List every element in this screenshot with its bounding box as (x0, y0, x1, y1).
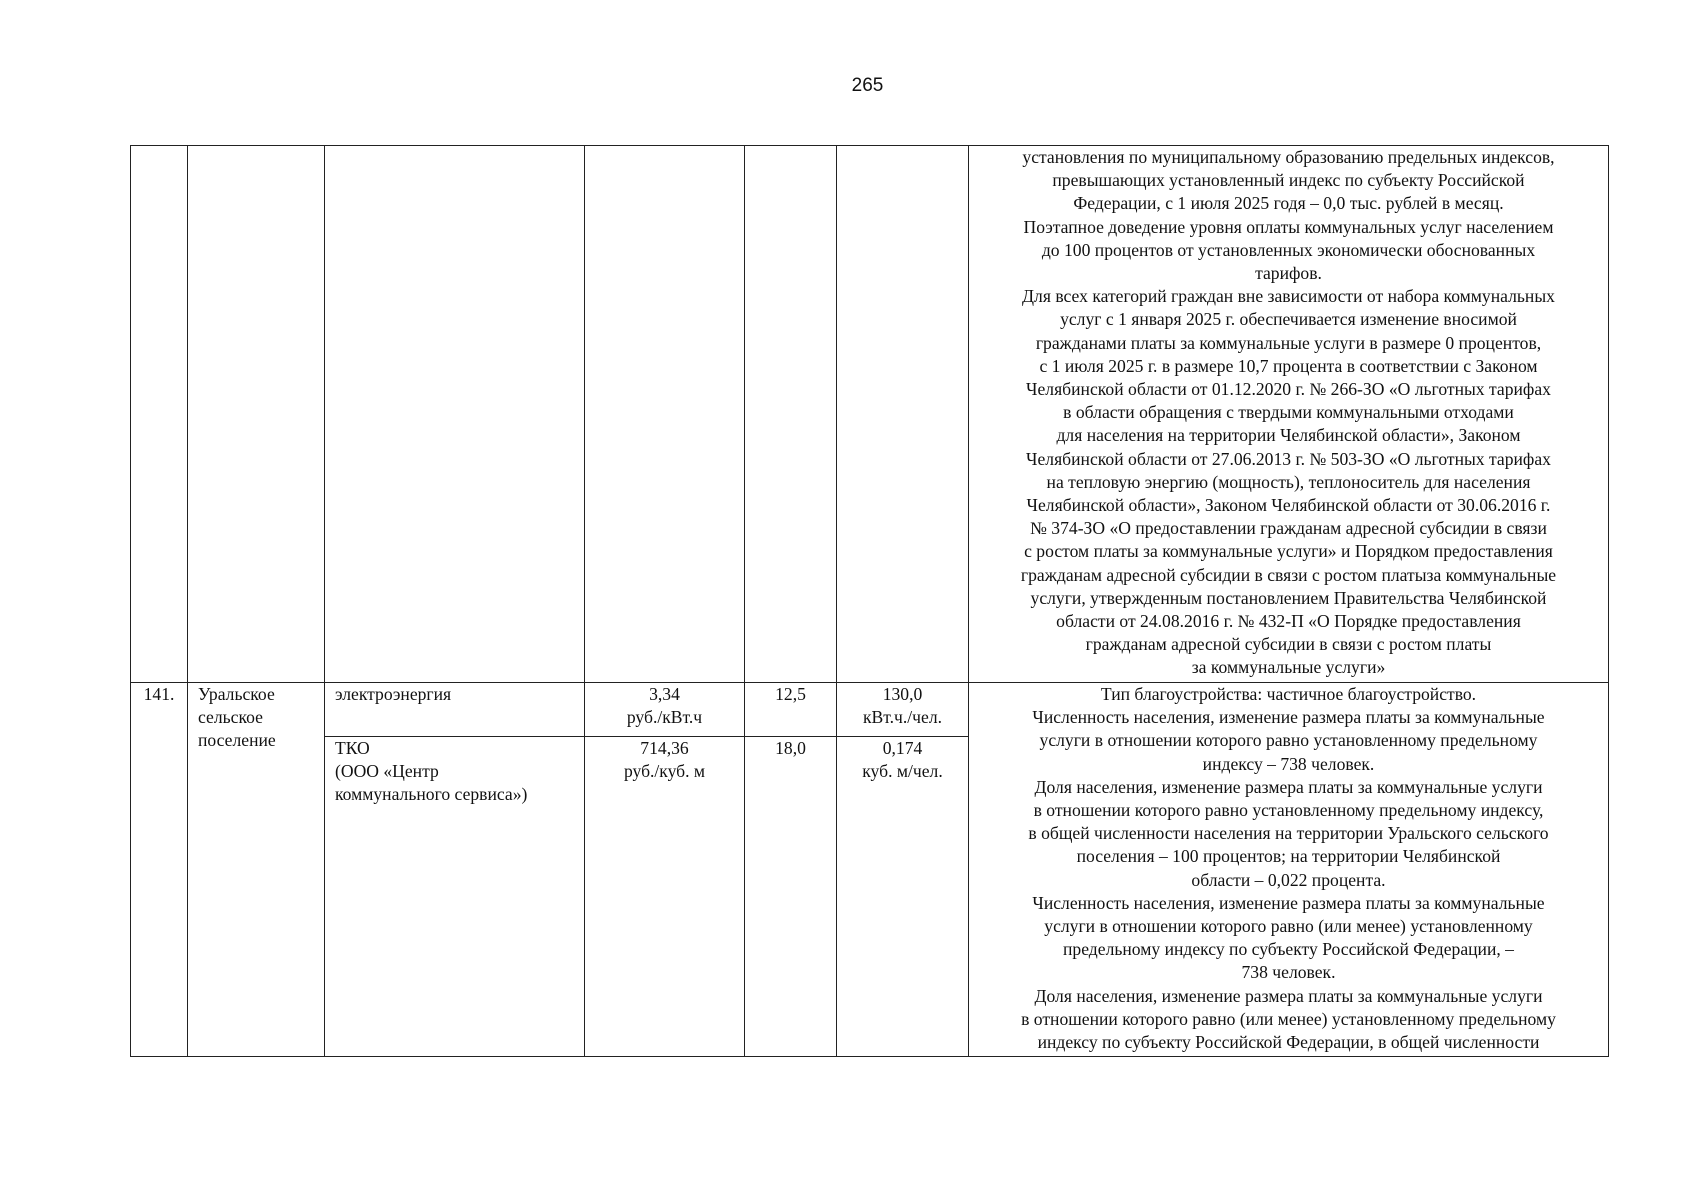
service-name-line: электроэнергия (335, 684, 452, 704)
tariff-value: 714,36 (640, 738, 689, 758)
tariff-cell (585, 737, 745, 1057)
service-name-line: (ООО «Центр (335, 761, 439, 782)
description-line: для населения на территории Челябинской области», Законом (1056, 425, 1521, 446)
cell-municipality-empty (188, 146, 325, 683)
description-line: предельному индексу по субъекту Российской Федерации, – (1063, 939, 1514, 960)
cell-index-empty (745, 146, 837, 683)
description-line: Челябинской области от 27.06.2013 г. № 503-ЗО «О льготных тарифах (1026, 448, 1551, 469)
description-line: Численность населения, изменение размера платы за коммунальные (1032, 707, 1545, 728)
description-line: гражданами платы за коммунальные услуги в размере 0 процентов, (1035, 332, 1542, 353)
municipality-line: Уральское (198, 684, 275, 704)
cell-volume-empty (837, 146, 969, 683)
description-line: Челябинской области от 01.12.2020 г. № 266-ЗО «О льготных тарифах (1026, 379, 1551, 400)
page-number: 265 (851, 75, 884, 96)
description-line: Федерации, с 1 июля 2025 годя – 0,0 тыс. рублей в месяц. (1073, 193, 1504, 214)
description-line: установления по муниципальному образованию предельных индексов, (1022, 147, 1555, 167)
description-line: с 1 июля 2025 г. в размере 10,7 процента в соответствии с Законом (1039, 355, 1538, 376)
service-name-line: ТКО (335, 738, 370, 758)
description-line: с ростом платы за коммунальные услуги» и Порядком предоставления (1024, 541, 1553, 562)
description-line: до 100 процентов от установленных экономически обоснованных (1041, 239, 1536, 260)
volume-cell (837, 737, 969, 1057)
index-value: 18,0 (775, 738, 806, 758)
tariff-table (130, 145, 1609, 1057)
description-line: Доля населения, изменение размера платы за коммунальные услуги (1034, 776, 1543, 797)
continuation-row (131, 146, 1609, 683)
description-line: в отношении которого равно (или менее) установленному предельному (1021, 1008, 1556, 1029)
cell-number-empty (131, 146, 188, 683)
index-cell (745, 683, 837, 737)
description-line: Челябинской области», Законом Челябинской области от 30.06.2016 г. (1026, 495, 1551, 516)
description-line: в области обращения с твердыми коммунальными отходами (1063, 402, 1514, 423)
description-line: гражданам адресной субсидии в связи с ростом платыза коммунальные (1020, 564, 1557, 585)
cell-tariff-empty (585, 146, 745, 683)
tariff-unit: руб./куб. м (623, 761, 706, 782)
description-line: Численность населения, изменение размера платы за коммунальные (1032, 892, 1545, 913)
row-number-cell (131, 683, 188, 1057)
row-141-description-cell (969, 683, 1609, 1057)
description-line: за коммунальные услуги» (1191, 657, 1386, 678)
volume-cell (837, 683, 969, 737)
description-line: услуги, утвержденным постановлением Правительства Челябинской (1030, 587, 1547, 608)
description-line: № 374-ЗО «О предоставлении гражданам адресной субсидии в связи (1030, 518, 1547, 539)
municipality-cell (188, 683, 325, 1057)
description-line: услуги в отношении которого равно (или менее) установленному (1044, 916, 1533, 937)
tariff-unit: руб./кВт.ч (626, 707, 703, 728)
service-name-cell (325, 737, 585, 1057)
index-value: 12,5 (775, 684, 806, 704)
index-cell (745, 737, 837, 1057)
service-name-cell (325, 683, 585, 737)
row-number: 141. (143, 684, 175, 704)
description-line: гражданам адресной субсидии в связи с ростом платы (1085, 634, 1492, 655)
description-line: индексу по субъекту Российской Федерации, в общей численности (1037, 1032, 1540, 1053)
description-line: области – 0,022 процента. (1191, 869, 1386, 890)
description-line: области от 24.08.2016 г. № 432-П «О Порядке предоставления (1056, 611, 1521, 632)
volume-unit: куб. м/чел. (862, 761, 943, 782)
description-line: Тип благоустройства: частичное благоустройство. (1100, 684, 1477, 704)
description-line: превышающих установленный индекс по субъекту Российской (1052, 170, 1525, 191)
description-line: в общей численности населения на территории Уральского сельского (1028, 823, 1549, 844)
municipality-line: сельское (198, 707, 263, 728)
continuation-description-cell (969, 146, 1609, 683)
volume-value: 0,174 (882, 738, 923, 758)
description-line: Для всех категорий граждан вне зависимости от набора коммунальных (1022, 286, 1555, 307)
volume-value: 130,0 (882, 684, 923, 704)
tariff-value: 3,34 (649, 684, 680, 704)
description-line: услуги в отношении которого равно установленному предельному (1039, 730, 1538, 751)
description-line: поселения – 100 процентов; на территории Челябинской (1076, 846, 1501, 867)
table-row-141-electricity (131, 683, 1609, 737)
service-name-line: коммунального сервиса») (335, 784, 528, 805)
description-line: 738 человек. (1241, 962, 1336, 983)
description-line: в отношении которого равно установленному предельному индексу, (1033, 800, 1544, 821)
municipality-line: поселение (198, 730, 276, 751)
description-line: индексу – 738 человек. (1202, 753, 1375, 774)
description-line: на тепловую энергию (мощность), теплоноситель для населения (1046, 471, 1531, 492)
description-line: услуг с 1 января 2025 г. обеспечивается изменение вносимой (1060, 309, 1517, 330)
description-line: тарифов. (1255, 263, 1322, 284)
description-line: Поэтапное доведение уровня оплаты коммунальных услуг населением (1023, 216, 1554, 237)
volume-unit: кВт.ч./чел. (862, 707, 943, 728)
tariff-cell (585, 683, 745, 737)
cell-service-empty (325, 146, 585, 683)
description-line: Доля населения, изменение размера платы за коммунальные услуги (1034, 985, 1543, 1006)
